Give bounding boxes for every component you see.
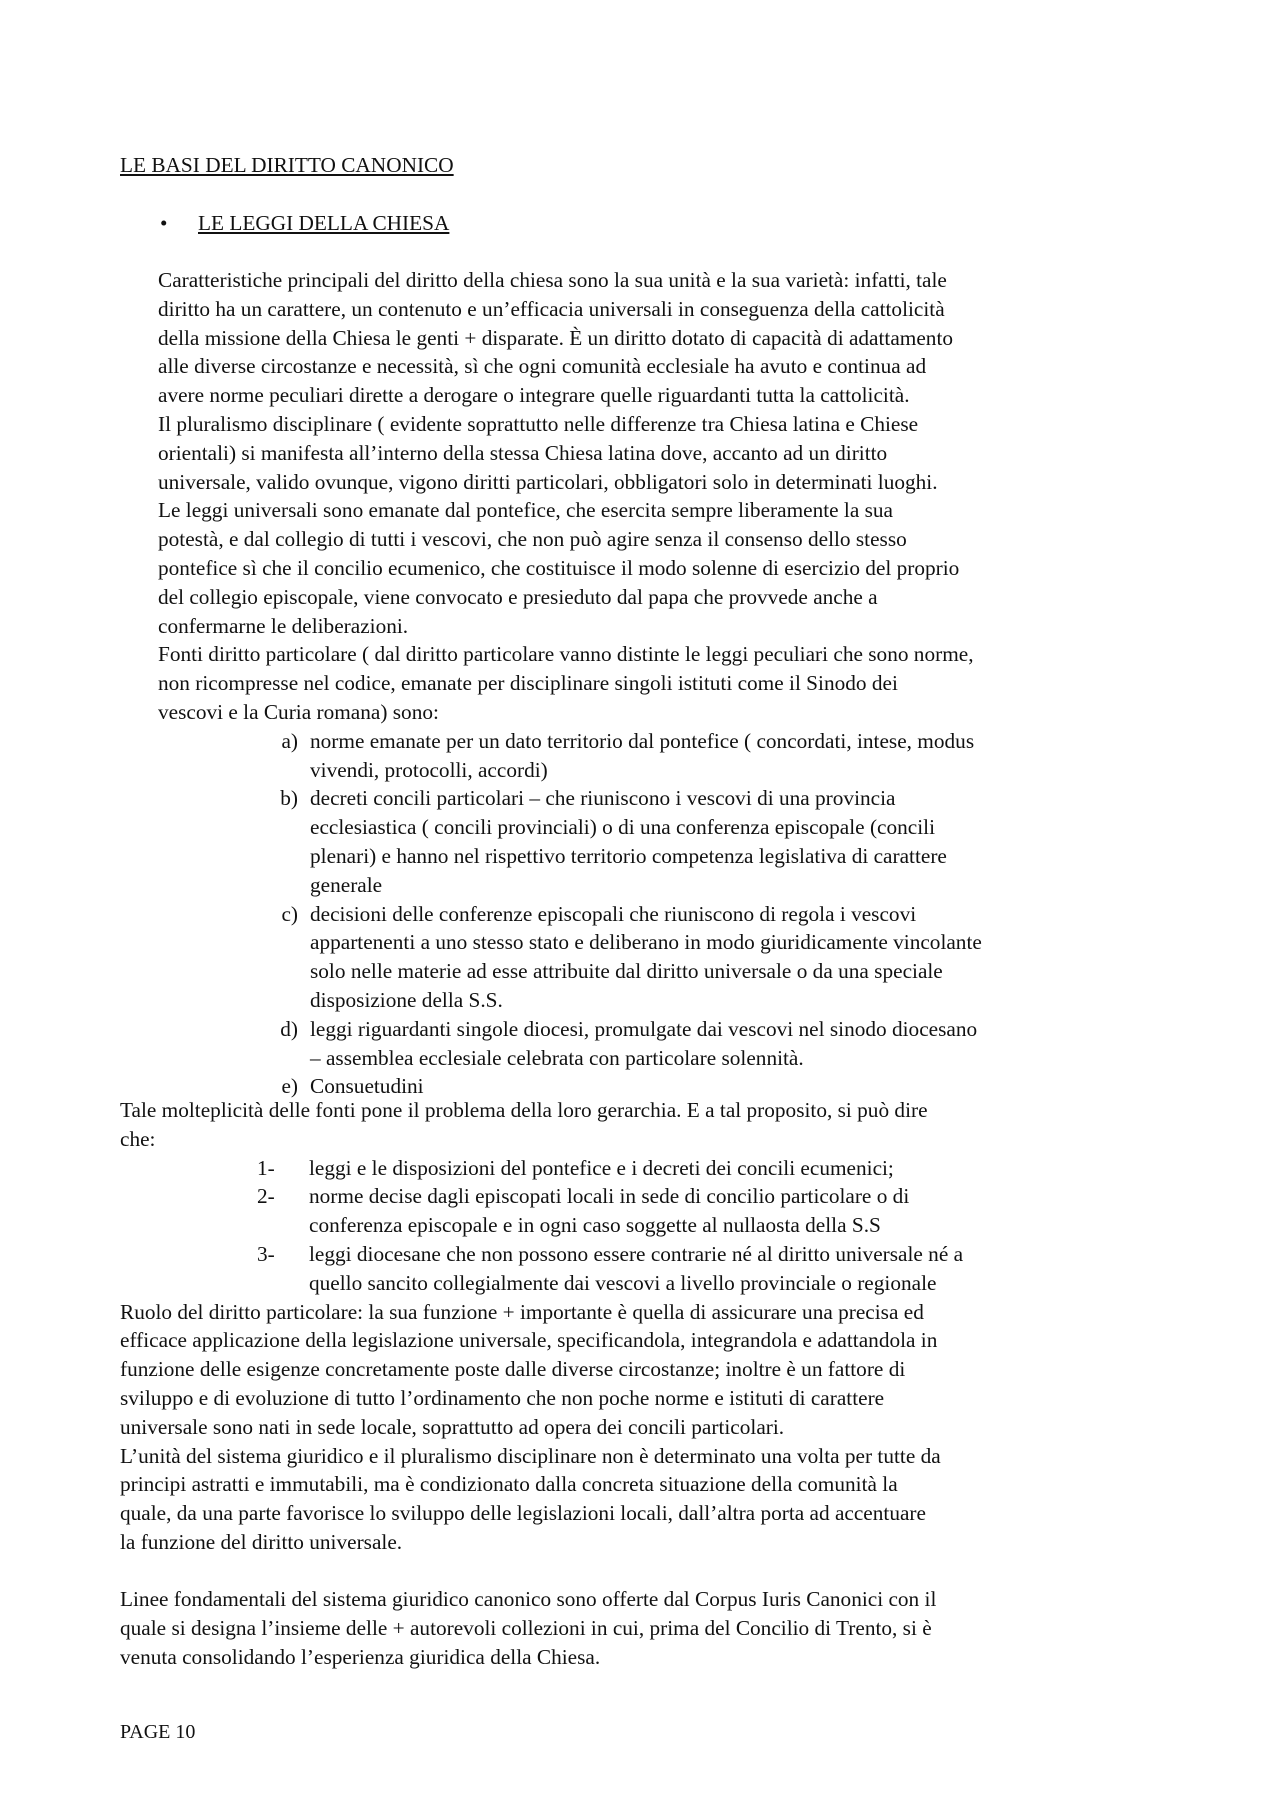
text-line: alle diverse circostanze e necessità, sì che ogni comunità ecclesiale ha avuto e continua ad	[158, 354, 927, 379]
text-line: universale, valido ovunque, vigono diritti particolari, obbligatori solo in determinati luoghi.	[158, 469, 938, 494]
list-item	[257, 1154, 1165, 1183]
page-number-footer: PAGE 10	[120, 1721, 196, 1743]
list-marker: b)	[280, 786, 298, 811]
text-line: decisioni delle conferenze episcopali che riuniscono di regola i vescovi	[310, 901, 917, 926]
text-line: universale sono nati in sede locale, soprattutto ad opera dei concili particolari.	[120, 1414, 785, 1439]
sources-list	[158, 727, 1158, 1101]
text-line: venuta consolidando l’esperienza giuridica della Chiesa.	[120, 1644, 601, 1669]
text-line: ecclesiastica ( concili provinciali) o di una conferenza episcopale (concili	[310, 815, 936, 840]
list-item	[258, 900, 1158, 1015]
corpus-paragraph	[120, 1585, 1165, 1671]
list-item	[257, 1182, 1165, 1240]
list-item	[257, 1240, 1165, 1298]
text-line: – assemblea ecclesiale celebrata con particolare solennità.	[310, 1045, 804, 1070]
text-line: principi astratti e immutabili, ma è condizionato dalla concreta situazione della comunità la	[120, 1472, 898, 1497]
text-line: Le leggi universali sono emanate dal pontefice, che esercita sempre liberamente la sua	[158, 498, 894, 523]
text-line: non ricompresse nel codice, emanate per disciplinare singoli istituti come il Sinodo dei	[158, 671, 898, 696]
text-line: quale si designa l’insieme delle + autorevoli collezioni in cui, prima del Concilio di Trento, si è	[120, 1615, 932, 1640]
text-line: vivendi, protocolli, accordi)	[310, 757, 548, 782]
text-line: conferenza episcopale e in ogni caso soggette al nullaosta della S.S	[309, 1213, 881, 1238]
text-line: Consuetudini	[310, 1074, 424, 1099]
list-item	[258, 1015, 1158, 1073]
section-heading-row	[160, 209, 449, 238]
list-marker: a)	[281, 728, 298, 753]
text-line: generale	[310, 872, 383, 897]
document-title: LE BASI DEL DIRITTO CANONICO	[120, 153, 454, 177]
bullet-icon: •	[160, 211, 168, 235]
text-line: disposizione della S.S.	[310, 987, 503, 1012]
text-line: decreti concili particolari – che riuniscono i vescovi di una provincia	[310, 786, 896, 811]
text-line: quale, da una parte favorisce lo sviluppo delle legislazioni locali, dall’altra porta ad accentuare	[120, 1501, 926, 1526]
list-marker: c)	[281, 901, 298, 926]
text-line: che:	[120, 1126, 156, 1151]
text-line: L’unità del sistema giuridico e il pluralismo disciplinare non è determinato una volta per tutte da	[120, 1443, 941, 1468]
section-heading: LE LEGGI DELLA CHIESA	[198, 211, 450, 235]
text-line: Ruolo del diritto particolare: la sua funzione + importante è quella di assicurare una precisa ed	[120, 1299, 924, 1324]
hierarchy-list	[120, 1154, 1165, 1298]
text-line: norme decise dagli episcopati locali in sede di concilio particolare o di	[309, 1184, 910, 1209]
text-line: Fonti diritto particolare ( dal diritto particolare vanno distinte le leggi peculiari che sono norme,	[158, 642, 974, 667]
text-line: diritto ha un carattere, un contenuto e un’efficacia universali in conseguenza della cattolicità	[158, 296, 945, 321]
text-line: orientali) si manifesta all’interno della stessa Chiesa latina dove, accanto ad un diritto	[158, 440, 888, 465]
text-line: efficace applicazione della legislazione universale, specificandola, integrandola e adattandola in	[120, 1328, 938, 1353]
list-marker: d)	[280, 1016, 298, 1041]
list-marker: 2-	[257, 1184, 275, 1209]
text-line: la funzione del diritto universale.	[120, 1529, 403, 1554]
text-line: Il pluralismo disciplinare ( evidente soprattutto nelle differenze tra Chiesa latina e Chiese	[158, 411, 919, 436]
role-paragraph	[120, 1298, 1165, 1557]
text-line: potestà, e dal collegio di tutti i vescovi, che non può agire senza il consenso dello stesso	[158, 527, 907, 552]
text-line: del collegio episcopale, viene convocato e presieduto dal papa che provvede anche a	[158, 584, 878, 609]
text-line: funzione delle esigenze concretamente poste dalle diverse circostanze; inoltre è un fattore di	[120, 1357, 906, 1382]
main-text-block	[158, 266, 1158, 1101]
text-line: confermarne le deliberazioni.	[158, 613, 409, 638]
list-item	[258, 784, 1158, 899]
text-line: Caratteristiche principali del diritto della chiesa sono la sua unità e la sua varietà: infatti, tale	[158, 268, 947, 292]
text-line: Tale molteplicità delle fonti pone il problema della loro gerarchia. E a tal proposito, si può dire	[120, 1098, 928, 1122]
text-line: leggi diocesane che non possono essere contrarie né al diritto universale né a	[309, 1241, 964, 1266]
text-line: leggi riguardanti singole diocesi, promulgate dai vescovi nel sinodo diocesano	[310, 1016, 978, 1041]
text-line: della missione della Chiesa le genti + disparate. È un diritto dotato di capacità di adattamento	[158, 325, 954, 350]
text-line: norme emanate per un dato territorio dal pontefice ( concordati, intese, modus	[310, 728, 975, 753]
list-marker: 1-	[257, 1155, 275, 1180]
text-line: sviluppo e di evoluzione di tutto l’ordinamento che non poche norme e istituti di carattere	[120, 1385, 885, 1410]
list-marker: 3-	[257, 1241, 275, 1266]
hierarchy-block	[120, 1096, 1165, 1557]
text-line: Linee fondamentali del sistema giuridico canonico sono offerte dal Corpus Iuris Canonici con il	[120, 1587, 937, 1611]
intro-paragraph	[158, 266, 1158, 727]
text-line: plenari) e hanno nel rispettivo territorio competenza legislativa di carattere	[310, 843, 947, 868]
text-line: vescovi e la Curia romana) sono:	[158, 699, 439, 724]
text-line: appartenenti a uno stesso stato e deliberano in modo giuridicamente vincolante	[310, 930, 982, 955]
list-item	[258, 727, 1158, 785]
text-line: pontefice sì che il concilio ecumenico, che costituisce il modo solenne di esercizio del proprio	[158, 555, 960, 580]
text-line: quello sancito collegialmente dai vescovi a livello provinciale o regionale	[309, 1270, 937, 1295]
text-line: solo nelle materie ad esse attribuite dal diritto universale o da una speciale	[310, 959, 943, 984]
text-line: leggi e le disposizioni del pontefice e i decreti dei concili ecumenici;	[309, 1155, 894, 1180]
list-marker: e)	[281, 1074, 298, 1099]
text-line: avere norme peculiari dirette a derogare o integrare quelle riguardanti tutta la cattolicità.	[158, 383, 910, 408]
